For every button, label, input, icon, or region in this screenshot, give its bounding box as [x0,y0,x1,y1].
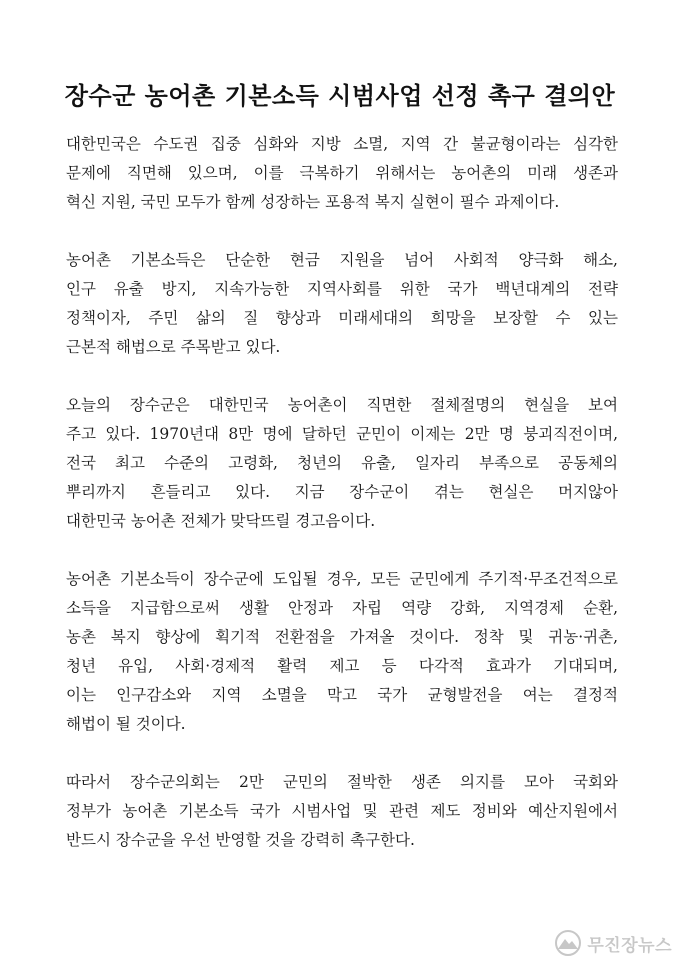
paragraph-line: 청년 유입, 사회·경제적 활력 제고 등 다각적 효과가 기대되며, [66,657,618,675]
paragraph-line: 뿌리까지 흔들리고 있다. 지금 장수군이 겪는 현실은 머지않아 [66,483,618,501]
paragraph-line: 정부가 농어촌 기본소득 국가 시범사업 및 관련 제도 정비와 예산지원에서 [66,802,618,820]
paragraph-line: 주고 있다. 1970년대 8만 명에 달하던 군민이 이제는 2만 명 붕괴직전이며, [66,425,618,443]
paragraph-line: 인구 유출 방지, 지속가능한 지역사회를 위한 국가 백년대계의 전략 [66,280,618,298]
paragraph-line: 소득을 지급함으로써 생활 안정과 자립 역량 강화, 지역경제 순환, [66,599,618,617]
news-watermark [553,930,672,956]
paragraph-3 [66,391,618,536]
paragraph-5 [66,768,618,855]
paragraph-line: 대한민국은 수도권 집중 심화와 지방 소멸, 지역 간 불균형이라는 심각한 [66,135,618,153]
paragraph-line: 대한민국 농어촌 전체가 맞닥뜨릴 경고음이다. [66,512,376,530]
mountain-logo-icon [553,930,583,956]
watermark-text: 무진장뉴스 [587,935,672,956]
document-body [66,130,618,884]
paragraph-line: 오늘의 장수군은 대한민국 농어촌이 직면한 절체절명의 현실을 보여 [66,396,618,414]
paragraph-1 [66,130,618,217]
paragraph-line: 이는 인구감소와 지역 소멸을 막고 국가 균형발전을 여는 결정적 [66,686,618,704]
document-title: 장수군 농어촌 기본소득 시범사업 선정 촉구 결의안 [64,82,616,110]
paragraph-2 [66,246,618,362]
paragraph-line: 전국 최고 수준의 고령화, 청년의 유출, 일자리 부족으로 공동체의 [66,454,618,472]
paragraph-4 [66,565,618,739]
paragraph-line: 농촌 복지 향상에 획기적 전환점을 가져올 것이다. 정착 및 귀농·귀촌, [66,628,618,646]
paragraph-line: 반드시 장수군을 우선 반영할 것을 강력히 촉구한다. [66,831,415,849]
paragraph-line: 문제에 직면해 있으며, 이를 극복하기 위해서는 농어촌의 미래 생존과 [66,164,618,182]
paragraph-line: 따라서 장수군의회는 2만 군민의 절박한 생존 의지를 모아 국회와 [66,773,618,791]
paragraph-line: 정책이자, 주민 삶의 질 향상과 미래세대의 희망을 보장할 수 있는 [66,309,618,327]
paragraph-line: 농어촌 기본소득이 장수군에 도입될 경우, 모든 군민에게 주기적·무조건적으로 [66,570,618,588]
paragraph-line: 혁신 지원, 국민 모두가 함께 성장하는 포용적 복지 실현이 필수 과제이다. [66,193,560,211]
paragraph-line: 농어촌 기본소득은 단순한 현금 지원을 넘어 사회적 양극화 해소, [66,251,618,269]
paragraph-line: 해법이 될 것이다. [66,715,186,733]
paragraph-line: 근본적 해법으로 주목받고 있다. [66,338,281,356]
